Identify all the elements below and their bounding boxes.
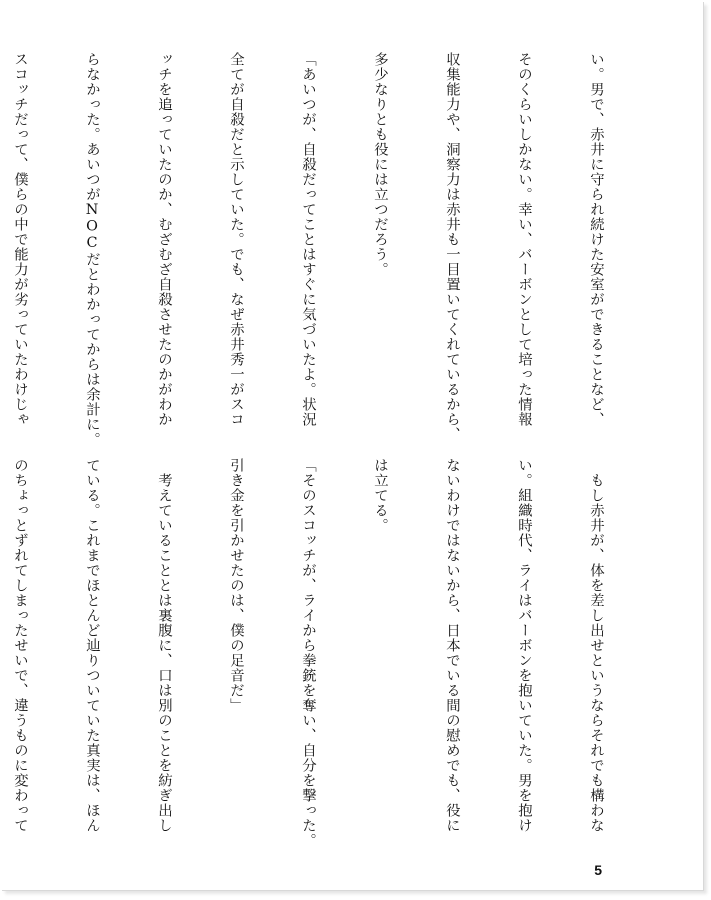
text-line: もし赤井が、体を差し出せというならそれでも構わな: [588, 458, 604, 833]
text-line: スコッチだって、僕らの中で能力が劣っていたわけじゃ: [12, 52, 28, 427]
text-line: らなかった。あいつがNOCだとわかってからは余計に。: [84, 52, 100, 447]
text-line: そのくらいしかない。幸い、バーボンとして培った情報: [516, 52, 532, 427]
text-line: のちょっとずれてしまったせいで、違うものに変わって: [12, 458, 28, 833]
text-block-bottom: [12, 458, 656, 848]
text-line: ている。これまでほとんど辿りついていた真実は、ほん: [84, 458, 100, 833]
text-line: 「そのスコッチが、ライから拳銃を奪い、自分を撃った。: [300, 458, 316, 848]
text-line: 考えていることとは裏腹に、口は別のことを紡ぎ出し: [156, 458, 172, 833]
text-line: ないわけではないから、日本でいる間の慰めでも、役に: [444, 458, 460, 833]
text-line: 「あいつが、自殺だってことはすぐに気づいたよ。状況: [300, 52, 316, 427]
text-line: は立てる。: [372, 458, 388, 533]
text-line: 引き金を引かせたのは、僕の足音だ」: [228, 458, 244, 713]
page-number: 5: [594, 862, 602, 878]
text-block-top: [12, 52, 656, 447]
text-line: 多少なりとも役には立つだろう。: [372, 52, 388, 277]
text-line: 収集能力や、洞察力は赤井も一目置いてくれているから、: [444, 52, 460, 442]
text-line: ッチを追っていたのか、むざむざ自殺させたのかがわか: [156, 52, 172, 427]
text-line: い。男で、赤井に守られ続けた安室ができることなど、: [588, 52, 604, 427]
text-line: い。組織時代、ライはバーボンを抱いていた。男を抱け: [516, 458, 532, 833]
text-line: 全てが自殺だと示していた。でも、なぜ赤井秀一がスコ: [228, 52, 244, 427]
